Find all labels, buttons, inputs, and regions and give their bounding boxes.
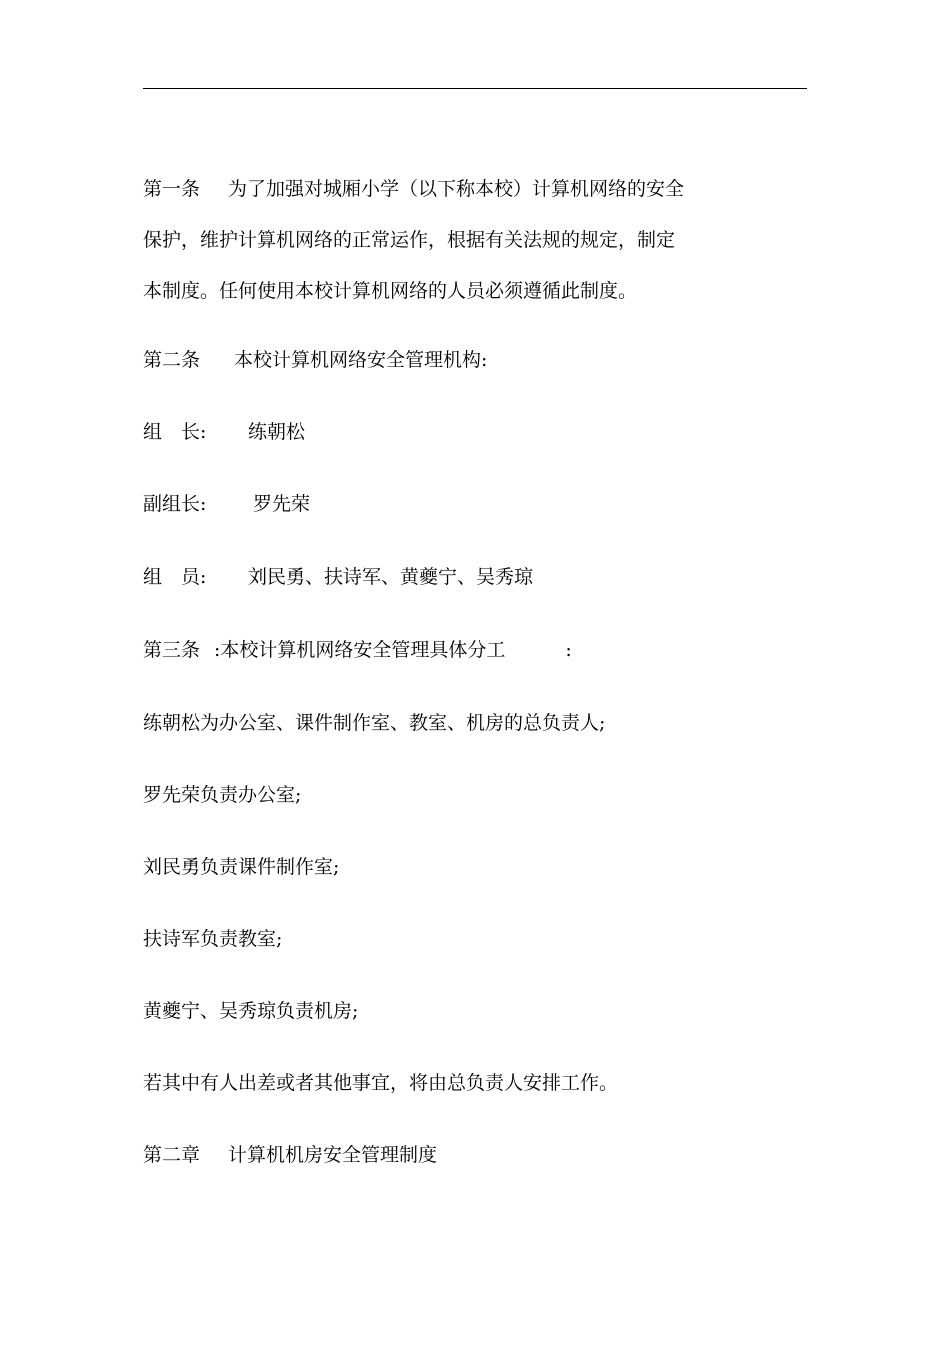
deputy-label: 副组长: [143,493,207,515]
leader-value: 练朝松 [248,421,306,443]
article-1-line-3: 本制度。任何使用本校计算机网络的人员必须遵循此制度。 [143,280,638,302]
leader-row [143,420,305,444]
duty-line: 练朝松为办公室、课件制作室、教室、机房的总负责人; [143,712,606,734]
members-label: 组 员: [143,566,207,588]
article-3-label: 第三条 [143,639,201,661]
chapter-2-label: 第二章 [143,1144,201,1166]
article-2-text: 本校计算机网络安全管理机构: [234,349,488,371]
article-3 [143,638,572,662]
deputy-value: 罗先荣 [253,493,311,515]
article-1-line-2: 保护，维护计算机网络的正常运作，根据有关法规的规定，制定 [143,229,676,251]
article-3-colon: : [565,639,572,661]
article-3-text: :本校计算机网络安全管理具体分工 [214,639,506,661]
duty-line: 罗先荣负责办公室; [143,784,302,806]
article-1-text-1: 为了加强对城厢小学（以下称本校）计算机网络的安全 [228,178,685,200]
article-1-label: 第一条 [143,178,201,200]
duty-line: 刘民勇负责课件制作室; [143,856,340,878]
chapter-2-heading [143,1143,437,1167]
chapter-2-title: 计算机机房安全管理制度 [228,1144,438,1166]
article-2 [143,348,487,372]
article-2-label: 第二条 [143,349,201,371]
header-rule [143,88,807,89]
article-1-line-1 [143,177,684,201]
duty-line: 黄夔宁、吴秀琼负责机房; [143,1000,359,1022]
deputy-row [143,492,310,516]
members-row [143,565,533,589]
duty-line: 扶诗军负责教室; [143,928,283,950]
leader-label: 组 长: [143,421,207,443]
members-value: 刘民勇、扶诗军、黄夔宁、吴秀琼 [248,566,534,588]
duty-line: 若其中有人出差或者其他事宜，将由总负责人安排工作。 [143,1072,619,1094]
